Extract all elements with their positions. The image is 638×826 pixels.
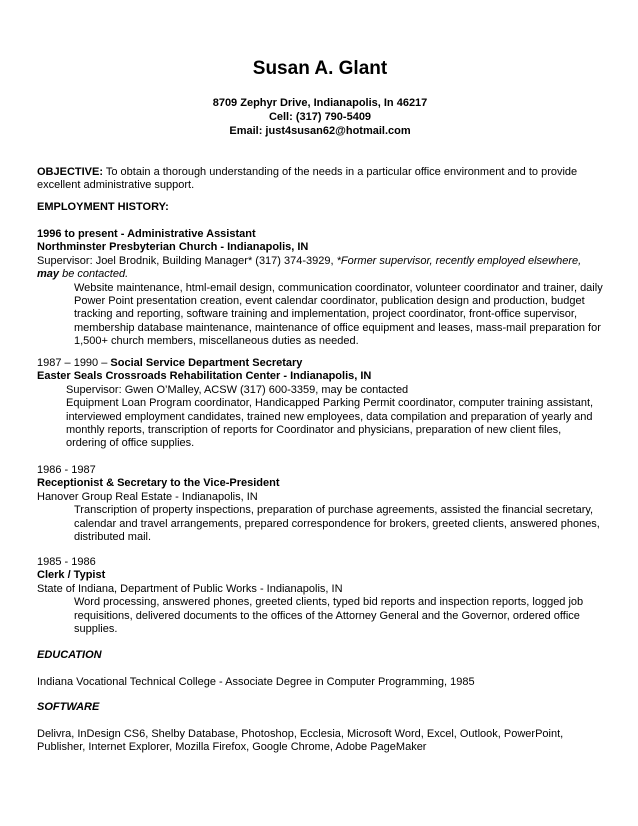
address-line: 8709 Zephyr Drive, Indianapolis, In 46217 bbox=[212, 97, 428, 109]
education-heading: EDUCATION bbox=[37, 649, 102, 661]
objective-section bbox=[37, 166, 603, 193]
email-line: Email: just4susan62@hotmail.com bbox=[229, 125, 411, 137]
job-4-dates: 1985 - 1986 bbox=[37, 556, 96, 568]
job-1-dates: 1996 to present - Administrative Assistant bbox=[37, 228, 256, 240]
job-1-supervisor-note-end: be contacted. bbox=[59, 268, 129, 281]
cell-line: Cell: (317) 790-5409 bbox=[268, 111, 372, 123]
job-1-duties: Website maintenance, html-email design, communication coordinator, volunteer coordinator and trainer, daily Power Point presentation creation, event calendar coordinator, publication design and production, budget tracking and reporting, software training and implementation, project coordinator, front-office supervisor, membership database maintenance, maintenance of office equipment and leases, mass-mail preparation for 1,500+ church members, miscellaneous duties as needed. bbox=[74, 281, 603, 348]
job-3-dates: 1986 - 1987 bbox=[37, 464, 96, 476]
job-2-supervisor: Supervisor: Gwen O’Malley, ACSW (317) 600-3359, may be contacted bbox=[66, 383, 409, 396]
software-heading: SOFTWARE bbox=[37, 701, 100, 713]
job-1-supervisor bbox=[37, 255, 603, 282]
job-3-title: Receptionist & Secretary to the Vice-President bbox=[37, 477, 280, 490]
job-2-date-range: 1987 – 1990 – bbox=[37, 357, 111, 369]
job-1-supervisor-note: *Former supervisor, recently employed elsewhere, bbox=[336, 254, 582, 267]
job-3 bbox=[37, 464, 603, 544]
job-2-employer: Easter Seals Crossroads Rehabilitation Center - Indianapolis, IN bbox=[37, 370, 372, 383]
job-4-title: Clerk / Typist bbox=[37, 569, 106, 582]
contact-block bbox=[37, 96, 603, 138]
job-4-duties: Word processing, answered phones, greeted clients, typed bid reports and inspection reports, logged job requisitions, delivered documents to the offices of the Attorney General and the Governor, ordered office supplies. bbox=[74, 596, 584, 636]
job-1-employer: Northminster Presbyterian Church - Indianapolis, IN bbox=[37, 241, 309, 254]
objective-label: OBJECTIVE: bbox=[37, 166, 104, 178]
software-text: Delivra, InDesign CS6, Shelby Database, Photoshop, Ecclesia, Microsoft Word, Excel, Outlook, PowerPoint, Publisher, Internet Explorer, Mozilla Firefox, Google Chrome, Adobe PageMaker bbox=[37, 728, 564, 754]
objective-text: To obtain a thorough understanding of the needs in a particular office environment and to provide excellent administrative support. bbox=[37, 166, 578, 192]
job-3-employer: Hanover Group Real Estate - Indianapolis, IN bbox=[37, 490, 258, 503]
job-3-duties: Transcription of property inspections, preparation of purchase agreements, assisted the financial secretary, calendar and travel arrangements, prepared correspondence for brokers, greeted clients, answered phones, distributed mail. bbox=[74, 504, 600, 544]
job-2-dates bbox=[37, 357, 603, 370]
job-1 bbox=[37, 228, 603, 349]
job-2 bbox=[37, 357, 603, 451]
job-4-employer: State of Indiana, Department of Public Works - Indianapolis, IN bbox=[37, 582, 343, 595]
job-2-title: Social Service Department Secretary bbox=[110, 357, 303, 369]
education-text: Indiana Vocational Technical College - Associate Degree in Computer Programming, 1985 bbox=[37, 676, 475, 688]
job-2-duties: Equipment Loan Program coordinator, Handicapped Parking Permit coordinator, computer training assistant, interviewed employment candidates, trained new employees, data compilation and preparation of yearly and monthly reports, transcription of reports for Coordinator and physicians, preparation of new client files, ordering of office supplies. bbox=[66, 397, 594, 450]
candidate-name: Susan A. Glant bbox=[252, 58, 388, 79]
employment-heading: EMPLOYMENT HISTORY: bbox=[37, 201, 169, 213]
job-4 bbox=[37, 556, 603, 636]
job-1-supervisor-text: Supervisor: Joel Brodnik, Building Manager* (317) 374-3929, bbox=[37, 254, 337, 267]
job-1-supervisor-emphasis: may bbox=[37, 268, 60, 281]
